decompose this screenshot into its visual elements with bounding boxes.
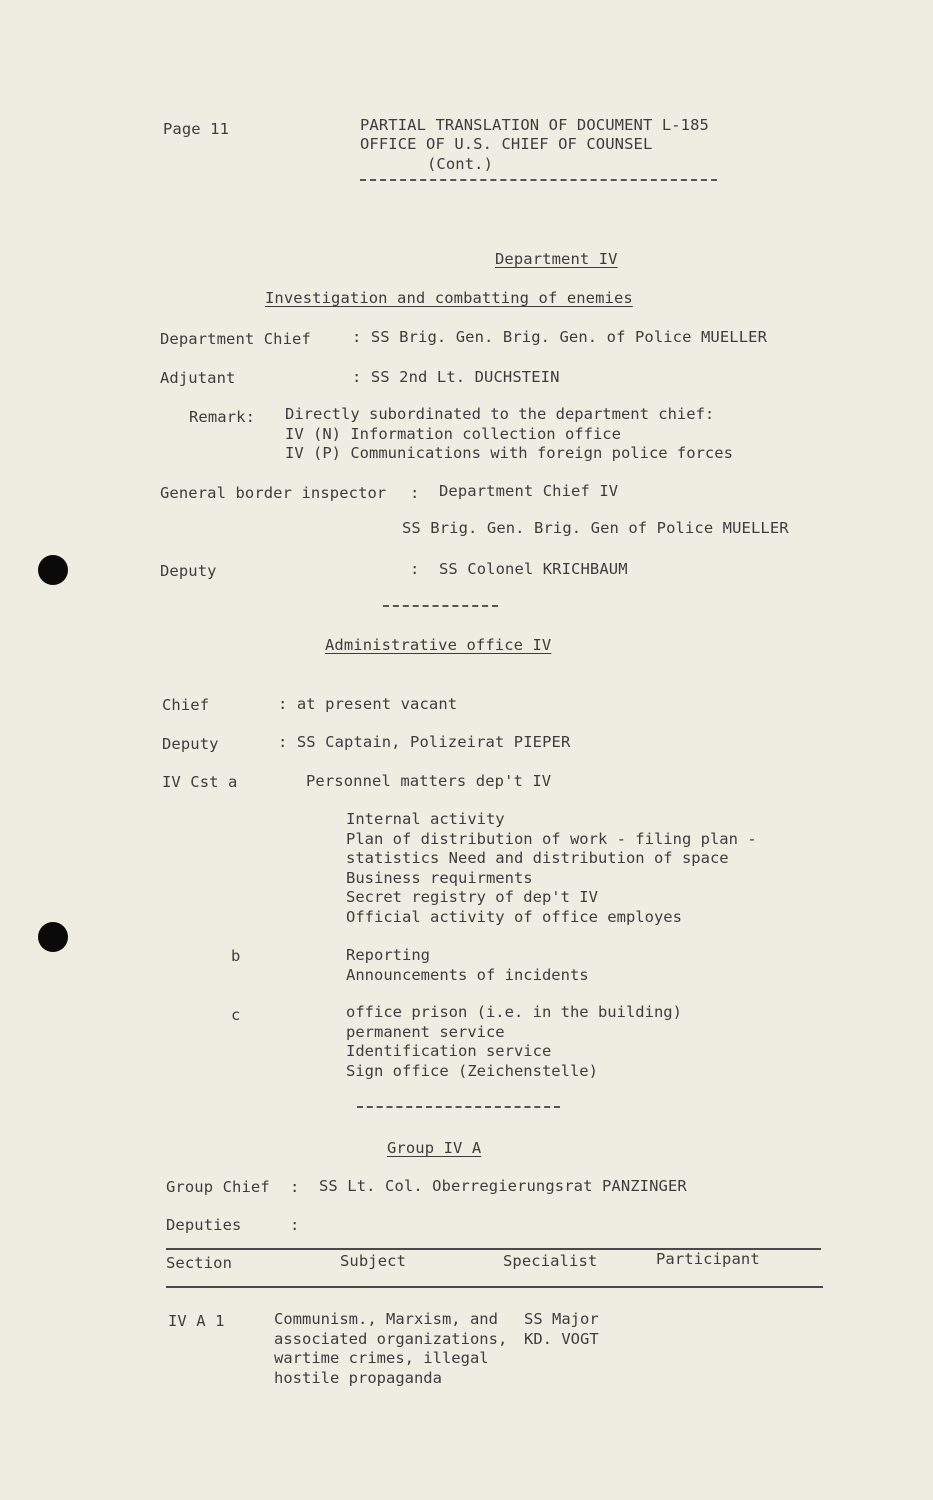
section-divider — [383, 605, 498, 607]
remark-line: Directly subordinated to the department chief: — [285, 405, 715, 423]
list-item: Reporting — [346, 946, 430, 964]
list-item: Official activity of office employes — [346, 907, 682, 926]
cst-label: IV Cst a — [162, 773, 238, 791]
remark-label: Remark: — [189, 408, 256, 426]
list-item: Announcements of incidents — [346, 965, 589, 984]
table-cell-specialist — [524, 1310, 599, 1349]
section-divider — [357, 1106, 560, 1108]
column-header-specialist: Specialist — [503, 1252, 598, 1270]
list-item: Identification service — [346, 1042, 552, 1060]
dept-iv-subheading: Investigation and combatting of enemies — [265, 289, 633, 307]
list-item: Business requirments — [346, 868, 533, 887]
page-number: Page 11 — [163, 120, 230, 138]
header-divider — [360, 179, 717, 181]
section-a-list — [346, 810, 757, 927]
group-iva-heading: Group IV A — [387, 1139, 482, 1157]
section-b-label: b — [231, 947, 241, 965]
deputies-sep: : — [290, 1216, 300, 1234]
dept-iv-heading: Department IV — [495, 250, 618, 268]
deputy-sep: : — [410, 560, 420, 578]
specialist-line: SS Major — [524, 1310, 599, 1328]
document-title-line3: (Cont.) — [427, 155, 494, 173]
admin-office-heading: Administrative office IV — [325, 636, 552, 654]
border-inspector-sep: : — [410, 484, 420, 502]
section-b-list — [346, 946, 589, 985]
admin-deputy-label: Deputy — [162, 735, 219, 753]
border-inspector-value: Department Chief IV — [439, 482, 619, 500]
document-title-line1: PARTIAL TRANSLATION OF DOCUMENT L-185 — [360, 116, 709, 134]
subject-line: Communism., Marxism, and — [274, 1310, 498, 1328]
adjutant-value: : SS 2nd Lt. DUCHSTEIN — [352, 368, 560, 386]
list-item: office prison (i.e. in the building) — [346, 1003, 682, 1021]
table-cell-subject — [274, 1310, 507, 1388]
binder-hole — [38, 555, 68, 585]
section-c-list — [346, 1003, 682, 1081]
specialist-line: KD. VOGT — [524, 1329, 599, 1348]
document-title-line2: OFFICE OF U.S. CHIEF OF COUNSEL — [360, 135, 653, 153]
deputy-label: Deputy — [160, 562, 217, 580]
group-chief-sep: : — [290, 1178, 300, 1196]
remark-line: IV (N) Information collection office — [285, 424, 621, 443]
border-inspector-value2: SS Brig. Gen. Brig. Gen of Police MUELLER — [402, 519, 789, 537]
list-item: statistics Need and distribution of space — [346, 849, 729, 867]
list-item: Internal activity — [346, 810, 505, 828]
deputy-value: SS Colonel KRICHBAUM — [439, 560, 628, 578]
subject-line: associated organizations, — [274, 1329, 508, 1348]
section-c-label: c — [231, 1006, 241, 1024]
list-item: Sign office (Zeichenstelle) — [346, 1061, 598, 1080]
deputies-label: Deputies — [166, 1216, 242, 1234]
column-header-subject: Subject — [340, 1252, 407, 1270]
cst-value: Personnel matters dep't IV — [306, 772, 552, 790]
list-item: permanent service — [346, 1022, 505, 1041]
remark-text — [285, 405, 733, 464]
border-inspector-label: General border inspector — [160, 484, 387, 502]
subject-line: wartime crimes, illegal — [274, 1349, 489, 1367]
group-chief-label: Group Chief — [166, 1178, 270, 1196]
dept-chief-value: : SS Brig. Gen. Brig. Gen. of Police MUELLER — [352, 328, 767, 346]
dept-chief-label: Department Chief — [160, 330, 311, 348]
column-header-section: Section — [166, 1254, 233, 1272]
column-header-participant: Participant — [656, 1250, 760, 1268]
group-chief-value: SS Lt. Col. Oberregierungsrat PANZINGER — [319, 1177, 687, 1195]
adjutant-label: Adjutant — [160, 369, 236, 387]
table-header-rule — [166, 1286, 823, 1288]
admin-deputy-value: : SS Captain, Polizeirat PIEPER — [278, 733, 571, 751]
admin-chief-value: : at present vacant — [278, 695, 458, 713]
remark-line: IV (P) Communications with foreign police forces — [285, 444, 733, 462]
table-cell-section: IV A 1 — [168, 1312, 225, 1330]
list-item: Plan of distribution of work - filing plan - — [346, 829, 757, 848]
admin-chief-label: Chief — [162, 696, 210, 714]
list-item: Secret registry of dep't IV — [346, 888, 598, 906]
subject-line: hostile propaganda — [274, 1368, 442, 1387]
binder-hole — [38, 922, 68, 952]
